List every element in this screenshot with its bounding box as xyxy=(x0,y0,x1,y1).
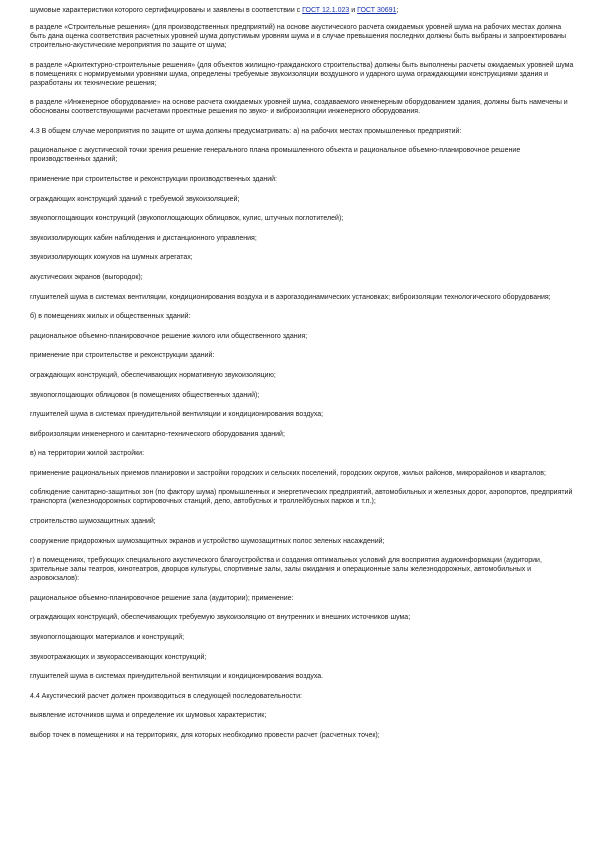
list-item: глушителей шума в системах принудительной вентиляции и кондиционирования воздуха; xyxy=(30,411,324,419)
list-item: акустических экранов (выгородок); xyxy=(30,273,143,281)
list-item: применение рациональных приемов планировки и застройки городских и сельских поселений, городских округов, жилых районов, микрорайонов и кварталов; xyxy=(30,469,546,477)
list-item: сооружение придорожных шумозащитных экранов и устройство шумозащитных полос зеленых насаждений; xyxy=(30,537,385,545)
list-item: рациональное объемно-планировочное решение жилого или общественного здания; xyxy=(30,332,308,340)
paragraph: рациональное с акустической точки зрения решение генерального плана промышленного объекта и рациональное объемно-планировочное решение производственных зданий; xyxy=(30,147,521,164)
document-page xyxy=(30,6,575,751)
list-item: глушителей шума в системах принудительной вентиляции и кондиционирования воздуха. xyxy=(30,673,324,681)
list-item: соблюдение санитарно-защитных зон (по фактору шума) промышленных и энергетических предприятий, автомобильных и железных дорог, аэропортов, предприятий транспорта (железнодорожных сортировочных станций, депо, автобусных и троллейбусных парков и т.п.); xyxy=(30,489,573,506)
list-item: виброизоляции инженерного и санитарно-технического оборудования зданий; xyxy=(30,430,285,438)
intro-line xyxy=(30,6,575,15)
subsection-heading: б) в помещениях жилых и общественных зданий: xyxy=(30,313,191,321)
list-item: звукопоглощающих конструкций (звукопоглощающих облицовок, кулис, штучных поглотителей); xyxy=(30,215,344,223)
gost-12-1-023-link[interactable]: ГОСТ 12.1.023 xyxy=(302,7,350,14)
gost-30691-link[interactable]: ГОСТ 30691 xyxy=(357,7,397,14)
list-item: звукопоглощающих материалов и конструкций; xyxy=(30,634,185,642)
list-item: выявление источников шума и определение их шумовых характеристик; xyxy=(30,712,267,720)
list-item: выбор точек в помещениях и на территориях, для которых необходимо провести расчет (расчетных точек); xyxy=(30,732,380,739)
list-item: рациональное объемно-планировочное решение зала (аудитории); применение: xyxy=(30,594,294,602)
paragraph: в разделе «Архитектурно-строительные решения» (для объектов жилищно-гражданского строительства) должны быть выполнены расчеты ожидаемых уровней шума в помещениях с нормируемыми уровнями шума, определены требуемые звукоизоляции воздушного и ударного шума ограждающими конструкциями здания и разработаны их технические решения; xyxy=(30,61,574,87)
intro-end: ; xyxy=(396,7,399,14)
list-item: глушителей шума в системах вентиляции, кондиционирования воздуха и в аэрогазодинамических установках; виброизоляции технологического оборудования; xyxy=(30,293,551,301)
paragraph: применение при строительстве и реконструкции производственных зданий: xyxy=(30,175,277,183)
intro-conjunction: и xyxy=(349,7,358,14)
list-item: ограждающих конструкций зданий с требуемой звукоизоляцией; xyxy=(30,195,240,203)
list-item: звукоизолирующих кожухов на шумных агрегатах; xyxy=(30,254,193,262)
section-heading: 4.3 В общем случае мероприятия по защите от шума должны предусматривать: а) на рабочих местах промышленных предприятий: xyxy=(30,127,462,135)
intro-text: шумовые характеристики которого сертифицированы и заявлены в соответствии с xyxy=(30,7,303,14)
list-item: звукопоглощающих облицовок (в помещениях общественных зданий); xyxy=(30,391,260,399)
section-heading: 4.4 Акустический расчет должен производиться в следующей последовательности: xyxy=(30,692,302,700)
list-item: ограждающих конструкций, обеспечивающих требуемую звукоизоляцию от внутренних и внешних источников шума; xyxy=(30,614,411,622)
list-item: строительство шумозащитных зданий; xyxy=(30,518,156,526)
list-item: звукоотражающих и звукорассеивающих конструкций; xyxy=(30,653,207,661)
paragraph: в разделе «Инженерное оборудование» на основе расчета ожидаемых уровней шума, создаваемого инженерным оборудованием здания, должны быть намечены и обоснованы соответствующими расчетами проектные решения по звуко- и виброизоляции инженерного оборудования. xyxy=(30,99,568,116)
list-item: звукоизолирующих кабин наблюдения и дистанционного управления; xyxy=(30,234,257,242)
list-item: применение при строительстве и реконструкции зданий: xyxy=(30,352,215,360)
list-item: ограждающих конструкций, обеспечивающих нормативную звукоизоляцию; xyxy=(30,371,276,379)
paragraph: в разделе «Строительные решения» (для производственных предприятий) на основе акустического расчета ожидаемых уровней шума на рабочих местах должна быть дана оценка соответствия расчетных уровней шума допустимым уровням шума и в случае превышения последних должны быть выбраны и запроектированы строительно-акустические мероприятия по защите от шума; xyxy=(30,24,566,49)
subsection-heading: г) в помещениях, требующих специального акустического благоустройства и создания оптимальных условий для восприятия аудиоинформации (аудитории, зрительные залы театров, кинотеатров, дворцов культуры, спортивные залы, залы ожидания и операционные залы железнодорожных, автомобильных и аэровокзалов): xyxy=(30,557,542,583)
subsection-heading: в) на территории жилой застройки: xyxy=(30,450,145,458)
